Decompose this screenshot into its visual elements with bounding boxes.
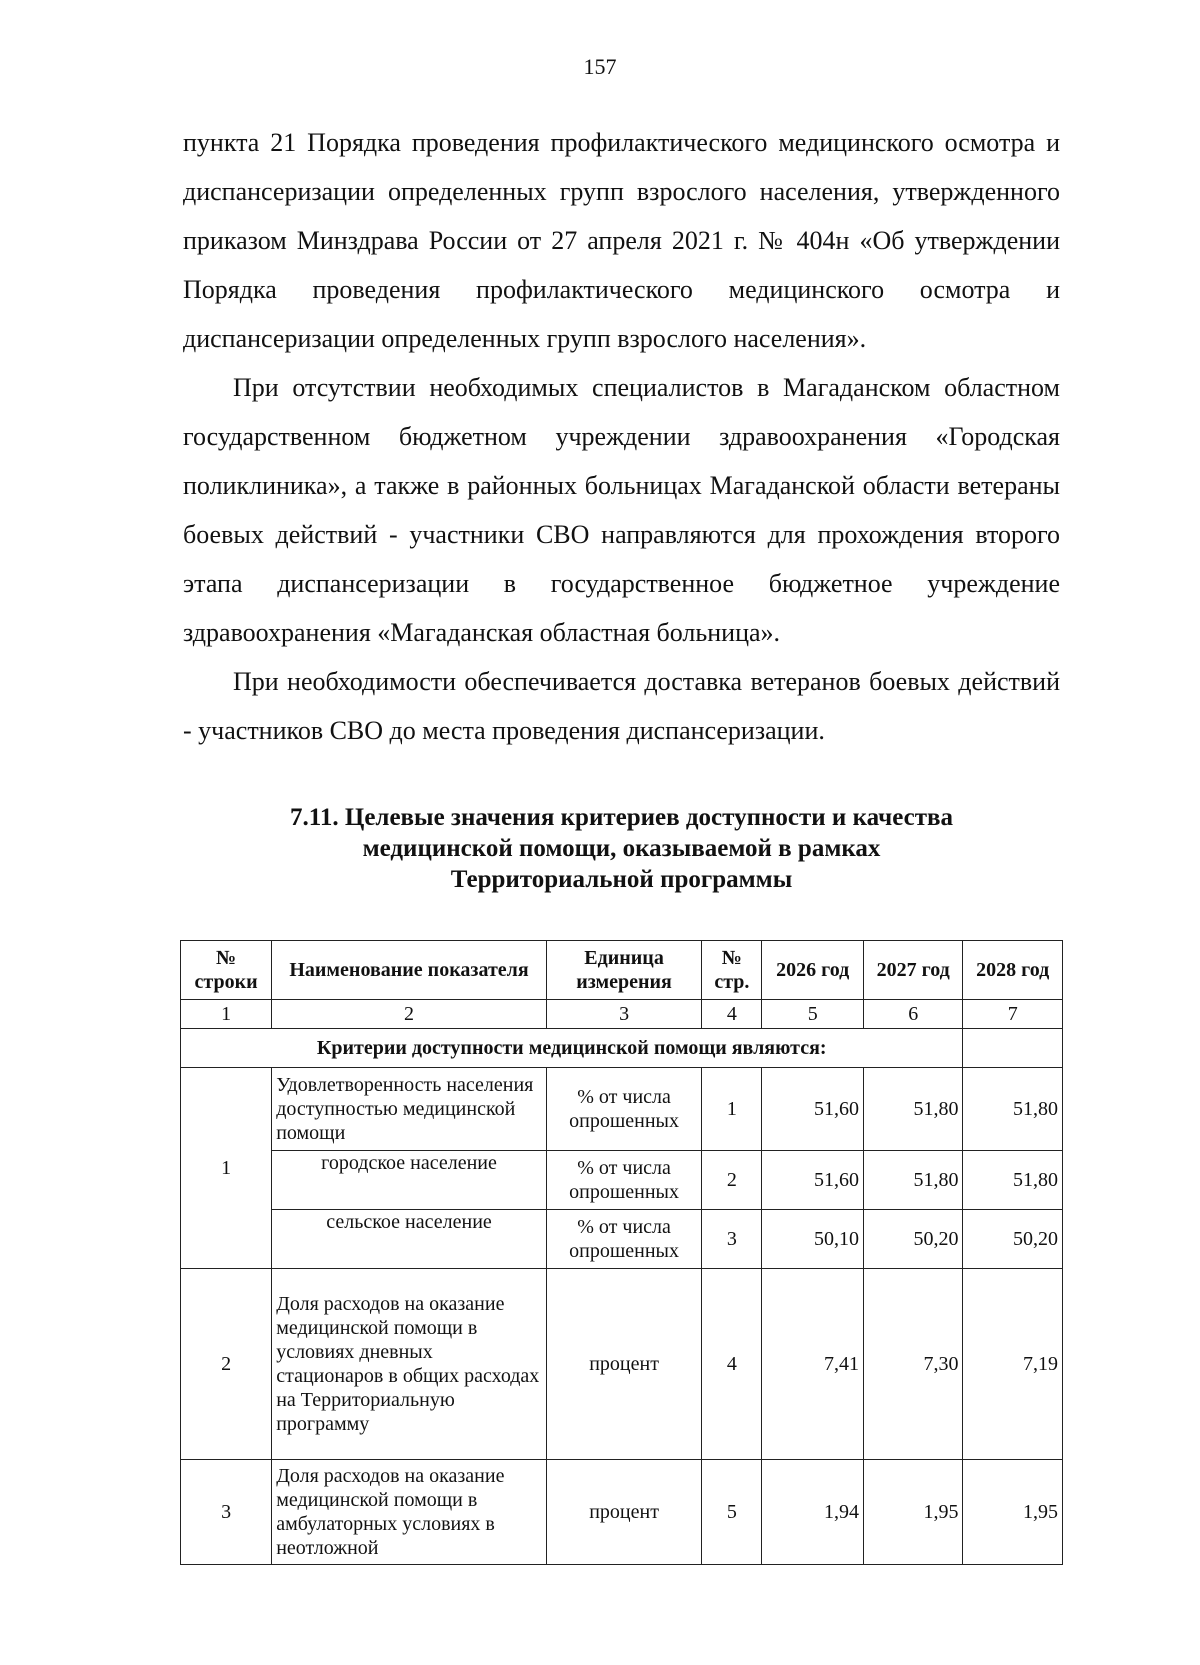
criteria-table [180, 940, 1063, 1565]
unit: процент [546, 1269, 701, 1460]
value-2026: 50,10 [762, 1210, 864, 1269]
column-number: 5 [762, 1000, 864, 1029]
line-number: 3 [702, 1210, 762, 1269]
paragraph-2: При отсутствии необходимых специалистов в Магаданском областном государственном бюджетном учреждении здравоохранения «Городская поликлиника», а также в районных больницах Магаданской области ветераны боевых действий - участники СВО направляются для прохождения второго этапа диспансеризации в государственное бюджетное учреждение здравоохранения «Магаданская областная больница». [183, 373, 1060, 647]
value-2026: 1,94 [762, 1460, 864, 1565]
value-2027: 7,30 [863, 1269, 962, 1460]
line-number: 5 [702, 1460, 762, 1565]
value-2026: 51,60 [762, 1068, 864, 1151]
unit: % от числа опрошенных [546, 1068, 701, 1151]
section-heading-line-1: 7.11. Целевые значения критериев доступности и качества [290, 804, 953, 831]
indicator-name: Доля расходов на оказание медицинской помощи в амбулаторных условиях в неотложной [272, 1460, 547, 1565]
header-row-no: № строки [181, 941, 272, 1000]
column-number: 3 [546, 1000, 701, 1029]
value-2028: 1,95 [963, 1460, 1063, 1565]
value-2026: 7,41 [762, 1269, 864, 1460]
indicator-name: Доля расходов на оказание медицинской помощи в условиях дневных стационаров в общих расходах на Территориальную программу [272, 1269, 547, 1460]
column-number: 7 [963, 1000, 1063, 1029]
column-number-row [181, 1000, 1063, 1029]
value-2028: 7,19 [963, 1269, 1063, 1460]
unit: % от числа опрошенных [546, 1210, 701, 1269]
row-number: 2 [181, 1269, 272, 1460]
page-number: 157 [583, 54, 617, 79]
value-2027: 50,20 [863, 1210, 962, 1269]
section-heading [183, 802, 1060, 895]
table-row [181, 1269, 1063, 1460]
column-number: 1 [181, 1000, 272, 1029]
table-header-row [181, 941, 1063, 1000]
table-row [181, 1068, 1063, 1151]
indicator-name: городское население [272, 1151, 547, 1210]
body-text [183, 118, 1060, 755]
value-2027: 1,95 [863, 1460, 962, 1565]
column-number: 4 [702, 1000, 762, 1029]
unit: % от числа опрошенных [546, 1151, 701, 1210]
header-unit: Единица измерения [546, 941, 701, 1000]
line-number: 1 [702, 1068, 762, 1151]
header-2027: 2027 год [863, 941, 962, 1000]
header-2028: 2028 год [963, 941, 1063, 1000]
header-2026: 2026 год [762, 941, 864, 1000]
column-number: 2 [272, 1000, 547, 1029]
paragraph-1: пункта 21 Порядка проведения профилактического медицинского осмотра и диспансеризации определенных групп взрослого населения, утвержденного приказом Минздрава России от 27 апреля 2021 г. № 404н «Об утверждении Порядка проведения профилактического медицинского осмотра и диспансеризации определенных групп взрослого населения». [183, 128, 1060, 353]
value-2027: 51,80 [863, 1151, 962, 1210]
header-name: Наименование показателя [272, 941, 547, 1000]
indicator-name: сельское население [272, 1210, 547, 1269]
table-row [181, 1460, 1063, 1565]
table-row [181, 1151, 1063, 1210]
value-2027: 51,80 [863, 1068, 962, 1151]
section-title-row [181, 1029, 1063, 1068]
table-row [181, 1210, 1063, 1269]
section-heading-line-3: Территориальной программы [450, 866, 793, 893]
header-str-no: № стр. [702, 941, 762, 1000]
paragraph-3: При необходимости обеспечивается доставка ветеранов боевых действий - участников СВО до места проведения диспансеризации. [183, 667, 1060, 745]
value-2028: 51,80 [963, 1068, 1063, 1151]
section-heading-line-2: медицинской помощи, оказываемой в рамках [362, 835, 881, 862]
row-number: 3 [181, 1460, 272, 1565]
value-2026: 51,60 [762, 1151, 864, 1210]
section-title-empty-cell [963, 1029, 1063, 1068]
line-number: 2 [702, 1151, 762, 1210]
column-number: 6 [863, 1000, 962, 1029]
indicator-name: Удовлетворенность населения доступностью медицинской помощи [272, 1068, 547, 1151]
row-number: 1 [181, 1068, 272, 1269]
value-2028: 51,80 [963, 1151, 1063, 1210]
section-title: Критерии доступности медицинской помощи являются: [181, 1029, 963, 1068]
unit: процент [546, 1460, 701, 1565]
value-2028: 50,20 [963, 1210, 1063, 1269]
line-number: 4 [702, 1269, 762, 1460]
